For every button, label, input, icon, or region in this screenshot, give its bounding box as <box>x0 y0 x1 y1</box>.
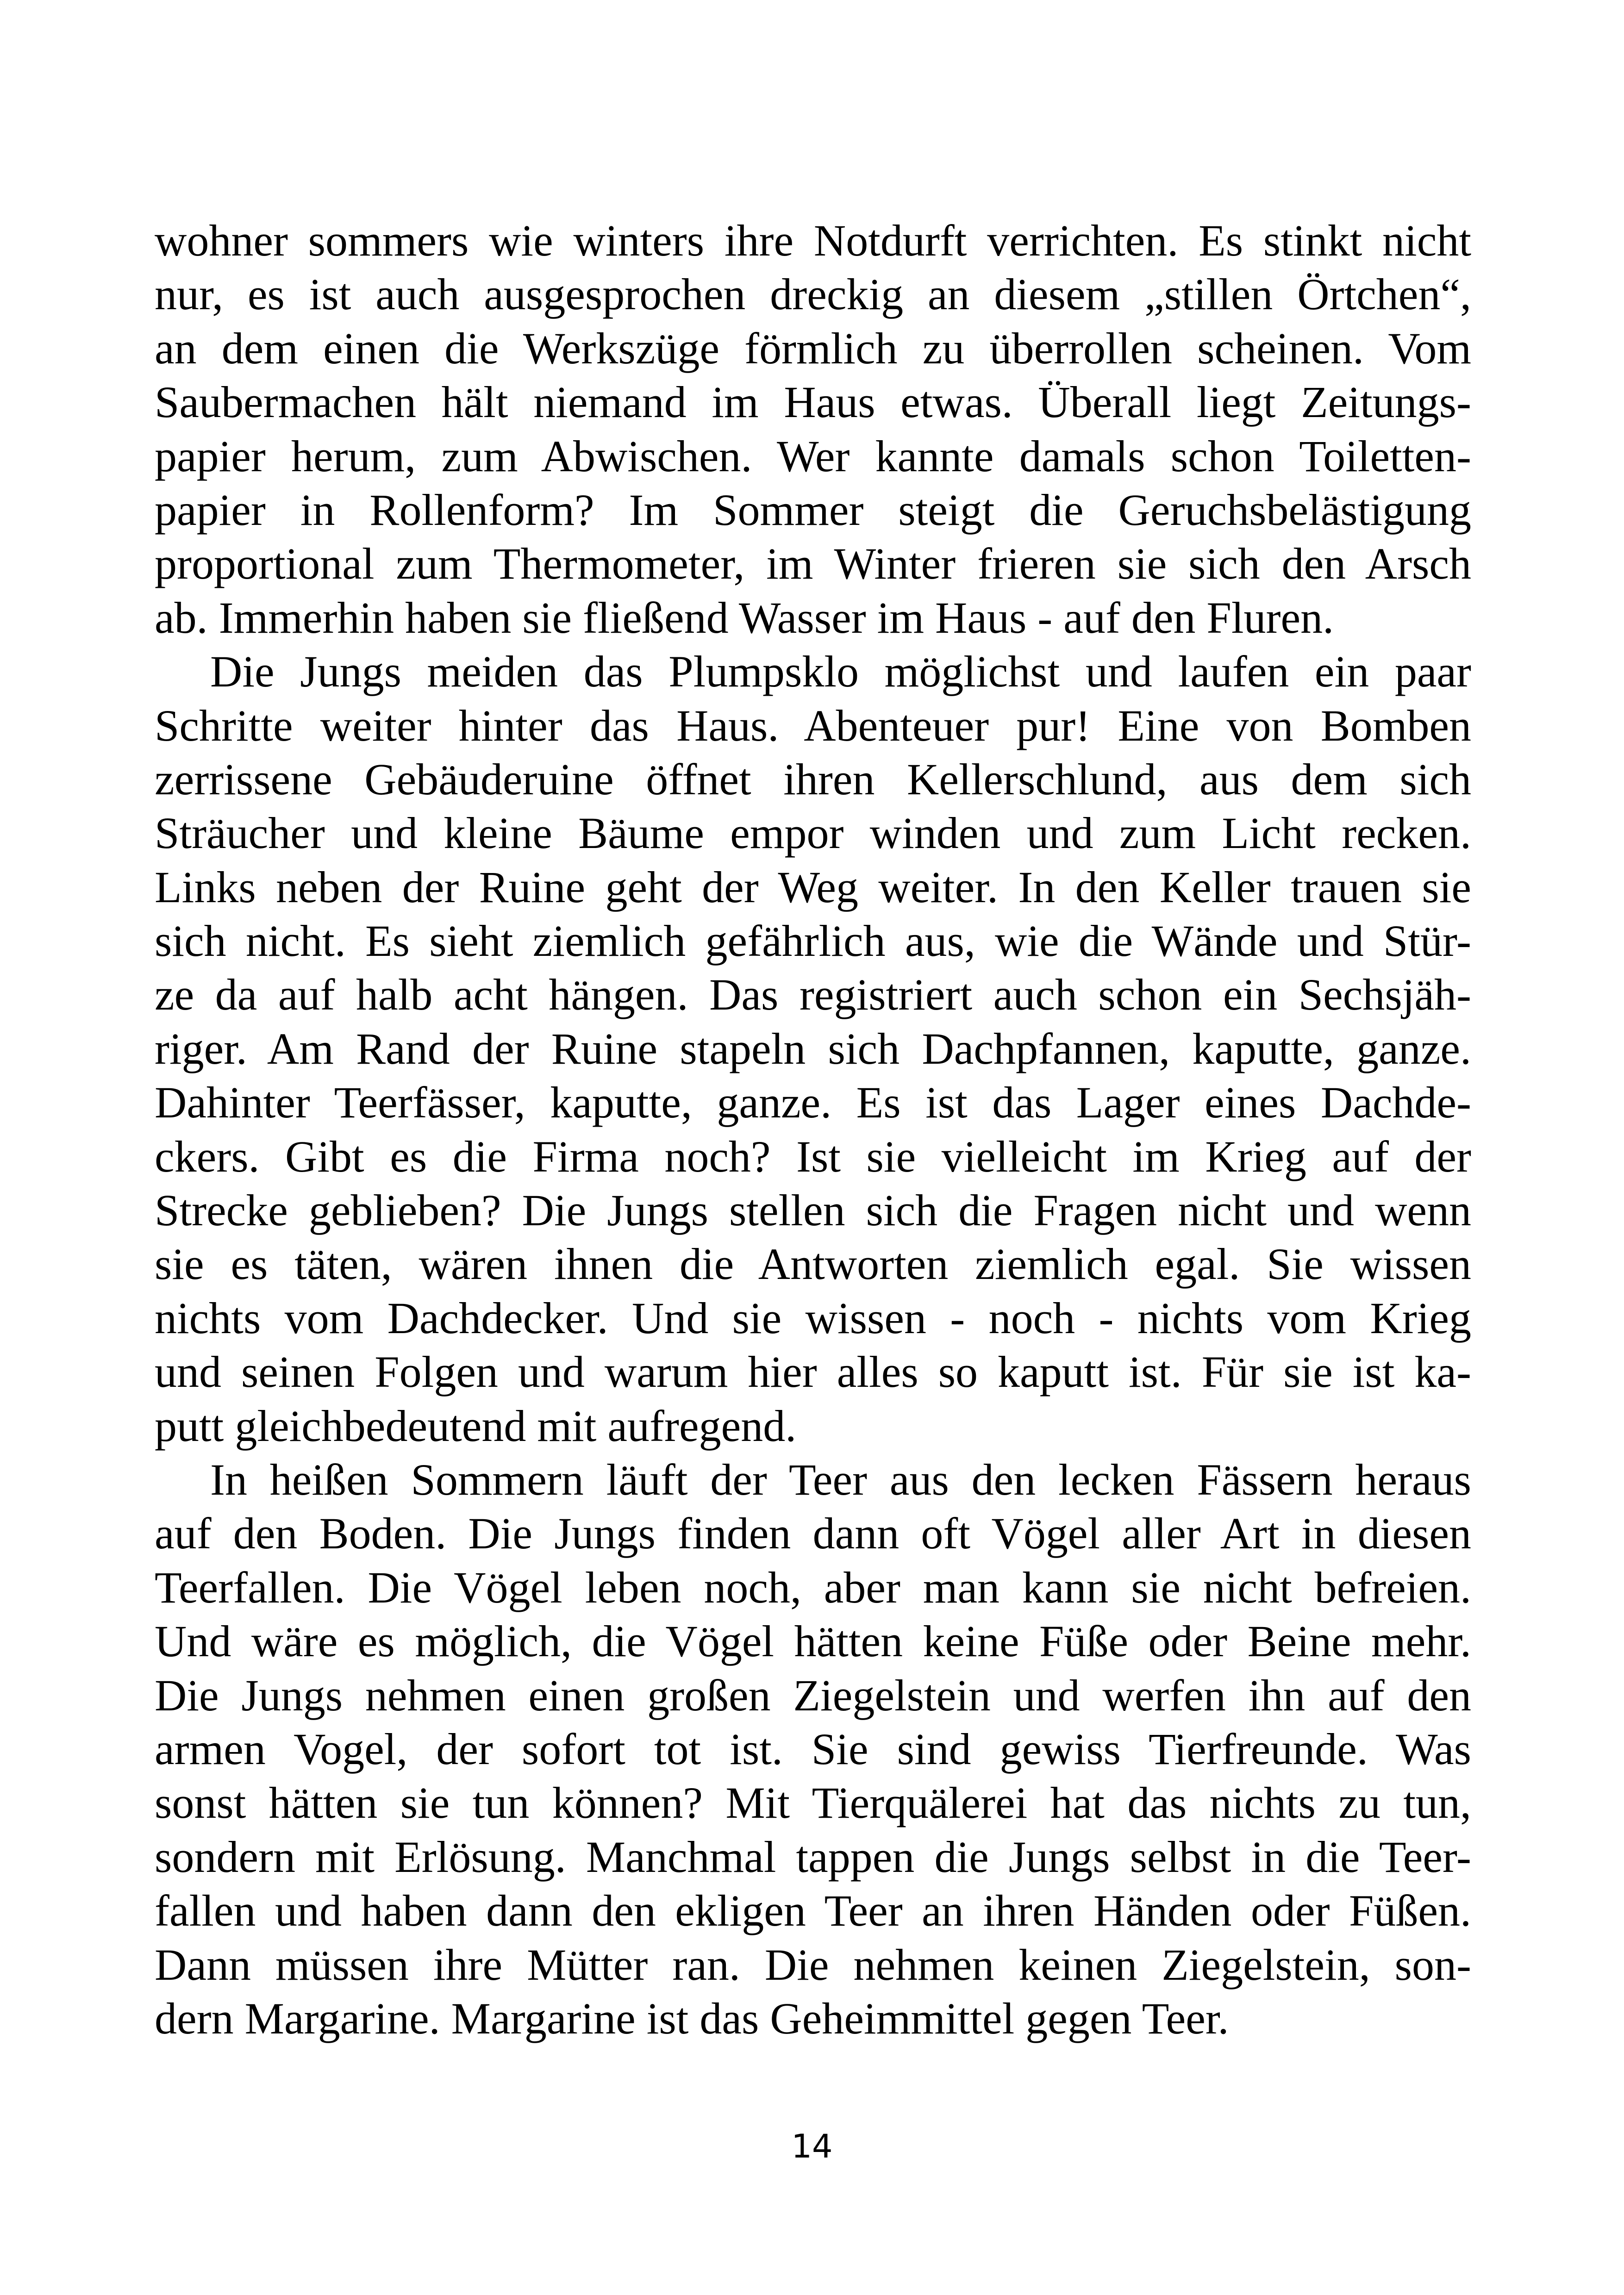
text-line: Die Jungs nehmen einen großen Ziegelstein und werfen ihn auf den <box>155 1670 1471 1720</box>
text-line: fallen und haben dann den ekligen Teer an ihren Händen oder Füßen. <box>155 1886 1471 1936</box>
text-line: riger. Am Rand der Ruine stapeln sich Dachpfannen, kaputte, ganze. <box>155 1023 1471 1073</box>
text-line: sich nicht. Es sieht ziemlich gefährlich aus, wie die Wände und Stür- <box>155 916 1471 966</box>
text-line: Und wäre es möglich, die Vögel hätten keine Füße oder Beine mehr. <box>155 1616 1471 1666</box>
text-line: Sträucher und kleine Bäume empor winden und zum Licht recken. <box>155 808 1471 858</box>
text-line: Schritte weiter hinter das Haus. Abenteuer pur! Eine von Bomben <box>155 700 1471 750</box>
text-line: papier herum, zum Abwischen. Wer kannte damals schon Toiletten- <box>155 431 1471 481</box>
text-line: Saubermachen hält niemand im Haus etwas. Überall liegt Zeitungs- <box>155 377 1471 427</box>
page-number: 14 <box>791 2127 833 2165</box>
text-line: zerrissene Gebäuderuine öffnet ihren Kellerschlund, aus dem sich <box>155 754 1471 804</box>
body-text <box>155 214 1471 2046</box>
text-line: Strecke geblieben? Die Jungs stellen sich die Fragen nicht und wenn <box>155 1185 1471 1235</box>
text-line: ze da auf halb acht hängen. Das registriert auch schon ein Sechsjäh- <box>155 970 1471 1020</box>
text-line: ab. Immerhin haben sie fließend Wasser im Haus - auf den Fluren. <box>155 592 1334 642</box>
text-line-indented: Die Jungs meiden das Plumpsklo möglichst und laufen ein paar <box>210 647 1471 697</box>
text-line: putt gleichbedeutend mit aufregend. <box>155 1401 797 1451</box>
paragraph-2 <box>155 645 1471 1453</box>
text-line: sie es täten, wären ihnen die Antworten ziemlich egal. Sie wissen <box>155 1239 1471 1289</box>
text-line: ckers. Gibt es die Firma noch? Ist sie vielleicht im Krieg auf der <box>155 1131 1471 1181</box>
text-line: nur, es ist auch ausgesprochen dreckig an diesem „stillen Örtchen“, <box>155 269 1471 319</box>
text-line: nichts vom Dachdecker. Und sie wissen - noch - nichts vom Krieg <box>155 1293 1471 1343</box>
text-line: armen Vogel, der sofort tot ist. Sie sind gewiss Tierfreunde. Was <box>155 1724 1471 1774</box>
text-line: an dem einen die Werkszüge förmlich zu überrollen scheinen. Vom <box>155 323 1471 373</box>
text-line: Dahinter Teerfässer, kaputte, ganze. Es ist das Lager eines Dachde- <box>155 1078 1471 1128</box>
text-line: und seinen Folgen und warum hier alles so kaputt ist. Für sie ist ka- <box>155 1347 1471 1397</box>
text-line: wohner sommers wie winters ihre Notdurft verrichten. Es stinkt nicht <box>155 216 1471 265</box>
text-line: Dann müssen ihre Mütter ran. Die nehmen keinen Ziegelstein, son- <box>155 1940 1471 1989</box>
text-line: dern Margarine. Margarine ist das Geheimmittel gegen Teer. <box>155 1993 1229 2043</box>
paragraph-3 <box>155 1453 1471 2046</box>
text-line: auf den Boden. Die Jungs finden dann oft Vögel aller Art in diesen <box>155 1509 1471 1559</box>
text-line-indented: In heißen Sommern läuft der Teer aus den lecken Fässern heraus <box>210 1454 1471 1504</box>
text-line: Links neben der Ruine geht der Weg weiter. In den Keller trauen sie <box>155 862 1471 912</box>
text-line: sonst hätten sie tun können? Mit Tierquälerei hat das nichts zu tun, <box>155 1778 1471 1828</box>
text-line: Teerfallen. Die Vögel leben noch, aber man kann sie nicht befreien. <box>155 1562 1471 1612</box>
text-line: proportional zum Thermometer, im Winter frieren sie sich den Arsch <box>155 539 1471 589</box>
paragraph-1 <box>155 214 1471 645</box>
text-line: sondern mit Erlösung. Manchmal tappen die Jungs selbst in die Teer- <box>155 1832 1471 1882</box>
text-line: papier in Rollenform? Im Sommer steigt die Geruchsbelästigung <box>155 485 1471 535</box>
